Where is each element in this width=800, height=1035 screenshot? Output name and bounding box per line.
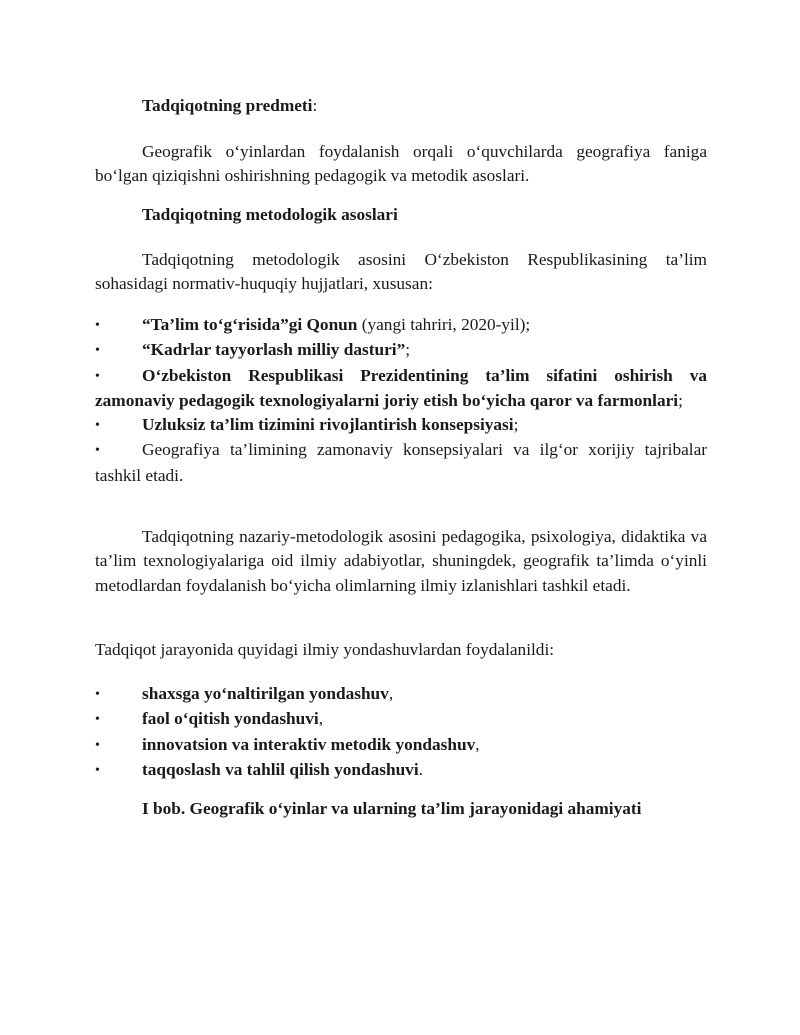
metodologik-paragraph: Tadqiqotning metodologik asosini O‘zbekiston Respublikasining ta’lim sohasidagi normativ-huquqiy hujjatlari, xususan:	[95, 250, 707, 294]
approach-list-item	[95, 733, 707, 758]
approach-list-item	[95, 682, 707, 707]
legal-list-item-bold: Uzluksiz ta’lim tizimini rivojlantirish konsepsiyasi	[142, 415, 514, 435]
approach-list-item-rest: ,	[388, 684, 394, 703]
approach-list	[95, 682, 707, 783]
bullet-icon: •	[95, 687, 100, 702]
legal-list-item-rest: (yangi tahriri, 2020-yil);	[357, 315, 531, 334]
approach-list-item-bold: innovatsion va interaktiv metodik yondashuv	[142, 734, 476, 754]
approach-list-item-rest: .	[418, 759, 423, 779]
legal-list-item	[95, 438, 707, 488]
legal-list-item-rest: ;	[513, 415, 519, 435]
approach-intro: Tadqiqot jarayonida quyidagi ilmiy yondashuvlardan foydalanildi:	[95, 640, 555, 659]
legal-list-item-rest: ;	[678, 390, 683, 410]
approach-list-item-bold: taqqoslash va tahlil qilish yondashuvi	[142, 759, 419, 779]
legal-list-item	[95, 364, 707, 414]
bullet-icon: •	[95, 343, 100, 359]
legal-list-item	[95, 338, 707, 363]
legal-list-item-rest: Geografiya ta’limining zamonaviy konsepsiyalari va ilg‘or xorijiy tajribalar tashkil etadi.	[95, 440, 707, 485]
legal-documents-list	[95, 313, 707, 488]
legal-list-item-bold: “Ta’lim to‘g‘risida”gi Qonun	[142, 315, 358, 334]
legal-list-item-bold: O‘zbekiston Respublikasi Prezidentining ta’lim sifatini oshirish va zamonaviy pedagogik texnologiyalarni joriy etish bo‘yicha qaror va farmonlari	[95, 365, 707, 410]
approach-list-item	[95, 758, 707, 783]
approach-list-item-rest: ,	[475, 734, 480, 754]
approach-list-item-rest: ,	[318, 709, 324, 729]
nazariy-paragraph: Tadqiqotning nazariy-metodologik asosini pedagogika, psixologiya, didaktika va ta’lim texnologiyalariga oid ilmiy adabiyotlar, shuningdek, geografik ta’limda o‘yinli metodlardan foydalanish bo‘yicha olimlarning ilmiy izlanishlari tashkil etadi.	[95, 527, 707, 595]
approach-list-item	[95, 707, 707, 732]
bullet-icon: •	[95, 318, 100, 333]
chapter-heading: I bob. Geografik o‘yinlar va ularning ta’lim jarayonidagi ahamiyati	[142, 799, 642, 818]
predmet-paragraph: Geografik o‘yinlardan foydalanish orqali o‘quvchilarda geografiya faniga bo‘lgan qiziqishni oshirishning pedagogik va metodik asoslari.	[95, 142, 707, 186]
legal-list-item	[95, 313, 707, 338]
approach-list-item-bold: shaxsga yo‘naltirilgan yondashuv	[142, 684, 389, 703]
heading-metodologik: Tadqiqotning metodologik asoslari	[142, 205, 398, 224]
bullet-icon: •	[95, 418, 100, 434]
bullet-icon: •	[95, 712, 100, 728]
legal-list-item-rest: ;	[405, 340, 411, 360]
bullet-icon: •	[95, 762, 100, 778]
approach-list-item-bold: faol o‘qitish yondashuvi	[142, 709, 319, 729]
bullet-icon: •	[95, 443, 100, 459]
bullet-icon: •	[95, 368, 100, 384]
heading-predmet: Tadqiqotning predmeti:	[142, 96, 318, 115]
legal-list-item-bold: “Kadrlar tayyorlash milliy dasturi”	[142, 340, 406, 360]
bullet-icon: •	[95, 737, 100, 753]
legal-list-item	[95, 413, 707, 438]
